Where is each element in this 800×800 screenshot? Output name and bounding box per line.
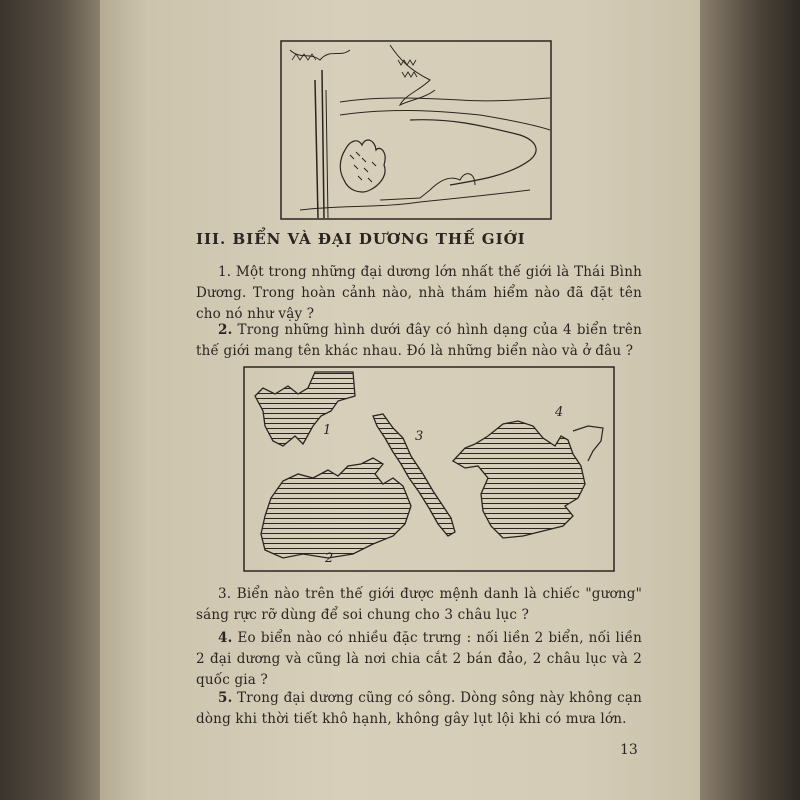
sea-1-label: 1 [323,423,332,438]
background-left [0,0,100,800]
question-2-number: 2. [218,322,233,338]
sea-2-label: 2 [325,551,334,566]
question-5 [196,688,642,730]
question-3 [196,584,642,626]
question-1 [196,262,642,325]
question-4-text: Eo biển nào có nhiều đặc trưng : nối liền 2 biển, nối liền 2 đại dương và cũng là nơi chia cắt 2 bán đảo, 2 châu lục và 2 quốc gia ? [196,630,642,688]
sea-3-label: 3 [415,429,424,444]
question-2 [196,320,642,362]
sea-4-label: 4 [555,405,564,420]
question-5-number: 5. [218,690,233,706]
page-number: 13 [620,742,638,758]
question-1-number: 1. [218,264,232,280]
section-heading: III. BIỂN VÀ ĐẠI DƯƠNG THẾ GIỚI [196,230,526,248]
question-2-text: Trong những hình dưới đây có hình dạng của 4 biển trên thế giới mang tên khác nhau. Đó là những biển nào và ở đâu ? [196,322,642,359]
sea-1-shape [255,372,355,446]
seas-figure [243,366,615,572]
question-4-number: 4. [218,630,233,646]
question-3-number: 3. [218,586,232,602]
question-5-text: Trong đại dương cũng có sông. Dòng sông này không cạn dòng khi thời tiết khô hạnh, không gây lụt lội khi có mưa lớn. [196,690,642,727]
question-3-text: Biển nào trên thế giới được mệnh danh là chiếc "gương" sáng rực rỡ dùng để soi chung cho 3 châu lục ? [196,586,642,623]
background-right [700,0,800,800]
question-4 [196,628,642,691]
question-1-text: Một trong những đại dương lớn nhất thế giới là Thái Bình Dương. Trong hoàn cảnh nào, nhà thám hiểm nào đã đặt tên cho nó như vậy ? [196,264,642,322]
landscape-illustration [280,40,552,220]
sea-2-shape [261,458,411,558]
sea-4-shape [453,421,585,538]
